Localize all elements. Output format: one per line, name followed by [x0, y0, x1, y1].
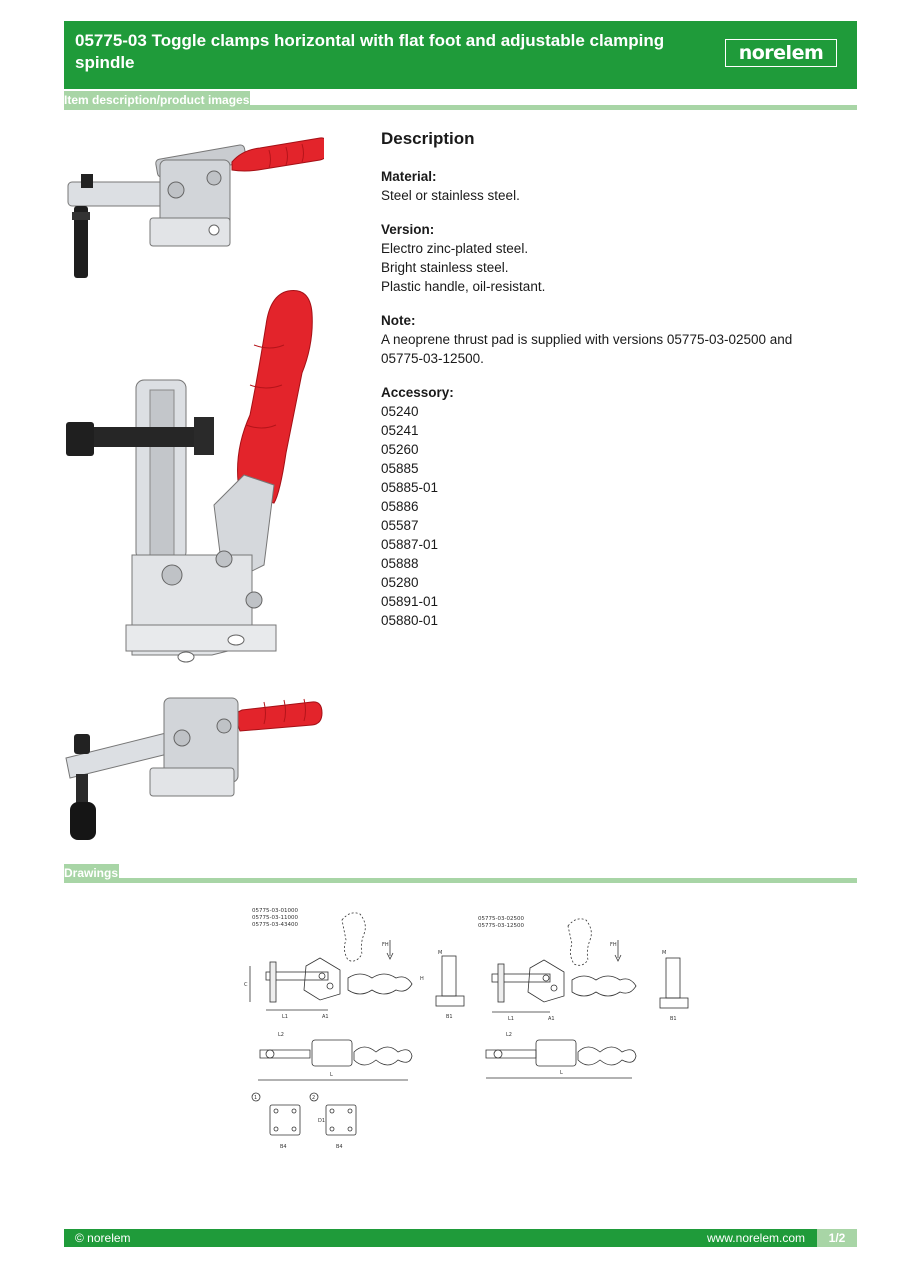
description-heading: Description — [381, 129, 475, 148]
svg-text:L1: L1 — [508, 1016, 514, 1022]
material-text: Steel or stainless steel. — [381, 188, 520, 203]
svg-text:B4: B4 — [336, 1144, 343, 1150]
svg-text:C: C — [244, 982, 248, 988]
note-text: A neoprene thrust pad is supplied with versions 05775-03-02500 and — [381, 332, 793, 347]
accessory-item: 05888 — [381, 556, 419, 571]
page-number: 1/2 — [817, 1229, 857, 1247]
website-link[interactable]: www.norelem.com — [706, 1231, 805, 1245]
accessory-item: 05280 — [381, 575, 419, 590]
version-text: Bright stainless steel. — [381, 260, 509, 275]
accessory-item: 05241 — [381, 423, 419, 438]
svg-text:L: L — [560, 1070, 563, 1076]
accessory-item: 05587 — [381, 518, 419, 533]
section-drawings-bar — [64, 864, 857, 883]
accessory-item: 05885-01 — [381, 480, 439, 495]
technical-drawing — [230, 900, 700, 1160]
accessory-item: 05887-01 — [381, 537, 439, 552]
svg-text:2: 2 — [312, 1095, 316, 1101]
page-title: 05775-03 Toggle clamps horizontal with flat foot and adjustable clamping spindle — [75, 31, 665, 72]
svg-text:FH: FH — [610, 942, 617, 948]
copyright-text: © norelem — [75, 1231, 131, 1245]
note-text: 05775-03-12500. — [381, 351, 484, 366]
svg-text:05775-03-01000: 05775-03-01000 — [252, 908, 298, 914]
note-label: Note: — [381, 313, 416, 328]
svg-text:A1: A1 — [322, 1014, 329, 1020]
svg-text:05775-03-12500: 05775-03-12500 — [478, 923, 524, 929]
svg-text:A1: A1 — [548, 1016, 555, 1022]
svg-text:FH: FH — [382, 942, 389, 948]
page-footer — [64, 1229, 857, 1247]
page-header — [64, 21, 857, 89]
svg-text:B1: B1 — [446, 1014, 453, 1020]
version-label: Version: — [381, 222, 435, 237]
accessory-item: 05886 — [381, 499, 419, 514]
accessory-item: 05891-01 — [381, 594, 439, 609]
description-panel — [381, 128, 841, 645]
accessory-item: 05885 — [381, 461, 419, 476]
accessory-item: 05240 — [381, 404, 419, 419]
product-image-2 — [64, 285, 324, 680]
svg-text:L: L — [330, 1072, 333, 1078]
svg-text:M: M — [662, 950, 667, 956]
accessory-item: 05260 — [381, 442, 419, 457]
product-image-1 — [64, 130, 324, 295]
section-images-bar — [64, 91, 857, 110]
svg-text:B1: B1 — [670, 1016, 677, 1022]
svg-text:05775-03-11000: 05775-03-11000 — [252, 915, 298, 921]
material-label: Material: — [381, 169, 437, 184]
accessory-label: Accessory: — [381, 385, 454, 400]
svg-text:05775-03-43400: 05775-03-43400 — [252, 922, 298, 928]
norelem-logo: norelem — [725, 39, 837, 67]
accessory-item: 05880-01 — [381, 613, 439, 628]
product-image-3 — [64, 678, 324, 848]
section-images-label: Item description/product images — [64, 91, 250, 110]
svg-text:B4: B4 — [280, 1144, 287, 1150]
svg-text:L2: L2 — [278, 1032, 284, 1038]
svg-text:L1: L1 — [282, 1014, 288, 1020]
svg-text:05775-03-02500: 05775-03-02500 — [478, 916, 524, 922]
section-drawings-label: Drawings — [64, 864, 119, 883]
svg-text:D1: D1 — [318, 1118, 326, 1124]
svg-text:1: 1 — [254, 1095, 258, 1101]
svg-text:L2: L2 — [506, 1032, 512, 1038]
version-text: Electro zinc-plated steel. — [381, 241, 529, 256]
svg-text:M: M — [438, 950, 443, 956]
svg-text:H: H — [420, 976, 424, 982]
version-text: Plastic handle, oil-resistant. — [381, 279, 546, 294]
